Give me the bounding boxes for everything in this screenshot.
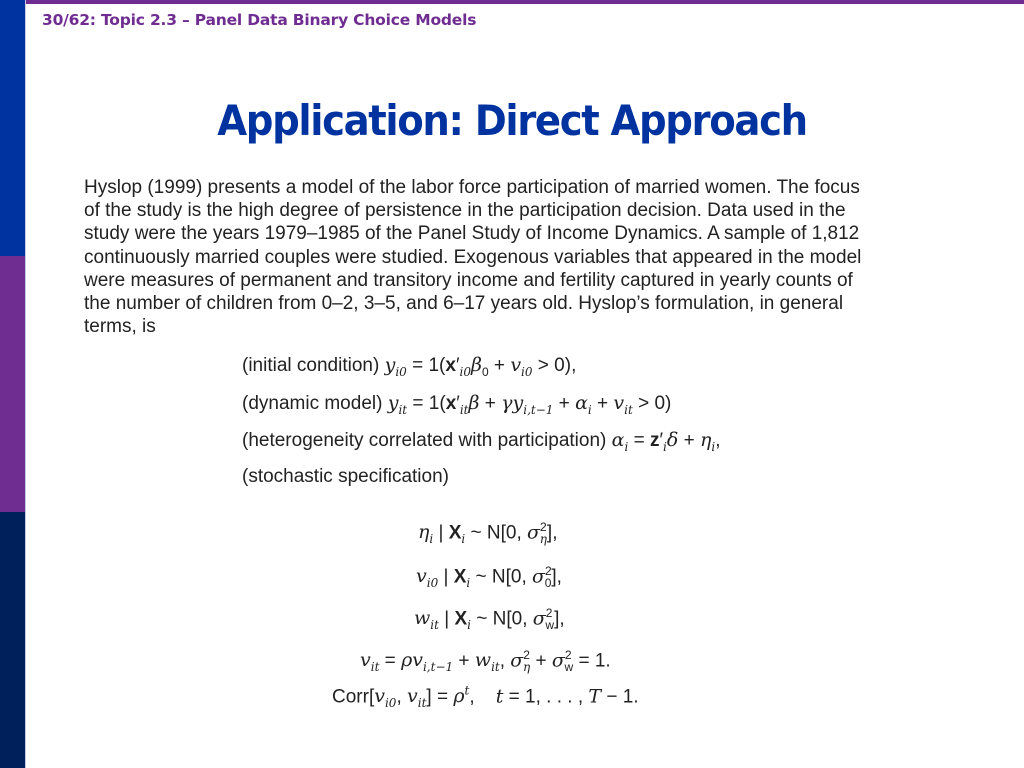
equation-w-distribution: $w_{it}$ | $X_i$ ~ N[0, $\sigma^2_w$], (414, 606, 565, 633)
paragraph-line: continuously married couples were studied. Exogenous variables that appeared in the model (84, 246, 862, 268)
top-accent-bar (0, 0, 1024, 4)
left-accent-bar-navy (0, 512, 25, 768)
paragraph-line: of the study is the high degree of persistence in the participation decision. Data used in the (84, 200, 846, 222)
equation-stochastic-label (242, 466, 449, 488)
equation-label: (stochastic specification) (242, 466, 449, 487)
slide-title: Application: Direct Approach (217, 96, 807, 145)
equation-ar-process: $v_{it} = \rho v_{i,t-1} + w_{it}$, $\sigma^2_\eta + \sigma^2_w = 1$. (360, 648, 611, 675)
equation-label: (dynamic model) (242, 393, 383, 414)
equation-label: (heterogeneity correlated with participation) (242, 430, 607, 451)
left-accent-bar-blue (0, 0, 25, 256)
paragraph-line: were measures of permanent and transitory income and fertility captured in yearly counts of (84, 269, 853, 291)
left-accent-bar-purple (0, 256, 25, 512)
equation-label: (initial condition) (242, 355, 380, 376)
paragraph-line: terms, is (84, 316, 156, 338)
paragraph-line: Hyslop (1999) presents a model of the labor force participation of married women. The focus (84, 177, 860, 198)
equation-eta-distribution: $\eta_i$ | $X_i$ ~ N[0, $\sigma^2_\eta$], (418, 520, 558, 547)
body-paragraph (84, 176, 944, 338)
equation-dynamic-model: (dynamic model) $y_{it} = 1(x'_{it}\beta + \gamma y_{i,t-1} + \alpha_i + v_{it} > 0)$ (242, 392, 672, 417)
equation-correlation: $Corr[v_{i0}$, $v_{it}] = \rho^t$, t = 1, . . . , T − 1. (332, 684, 639, 711)
equation-initial-condition: (initial condition) $y_{i0} = 1(x'_{i0}\beta_0 + v_{i0} > 0)$, (242, 354, 577, 379)
paragraph-line: study were the years 1979–1985 of the Panel Study of Income Dynamics. A sample of 1,812 (84, 223, 860, 245)
slide-header: 30/62: Topic 2.3 – Panel Data Binary Choice Models (42, 11, 477, 29)
paragraph-line: the number of children from 0–2, 3–5, and 6–17 years old. Hyslop’s formulation, in general (84, 293, 844, 315)
equation-v0-distribution: $v_{i0}$ | $X_i$ ~ N[0, $\sigma^2_0$], (416, 564, 562, 591)
equation-heterogeneity: (heterogeneity correlated with participation) $\alpha_i = z'_i\delta + \eta_i$, (242, 429, 721, 454)
left-edge-line (25, 0, 26, 768)
